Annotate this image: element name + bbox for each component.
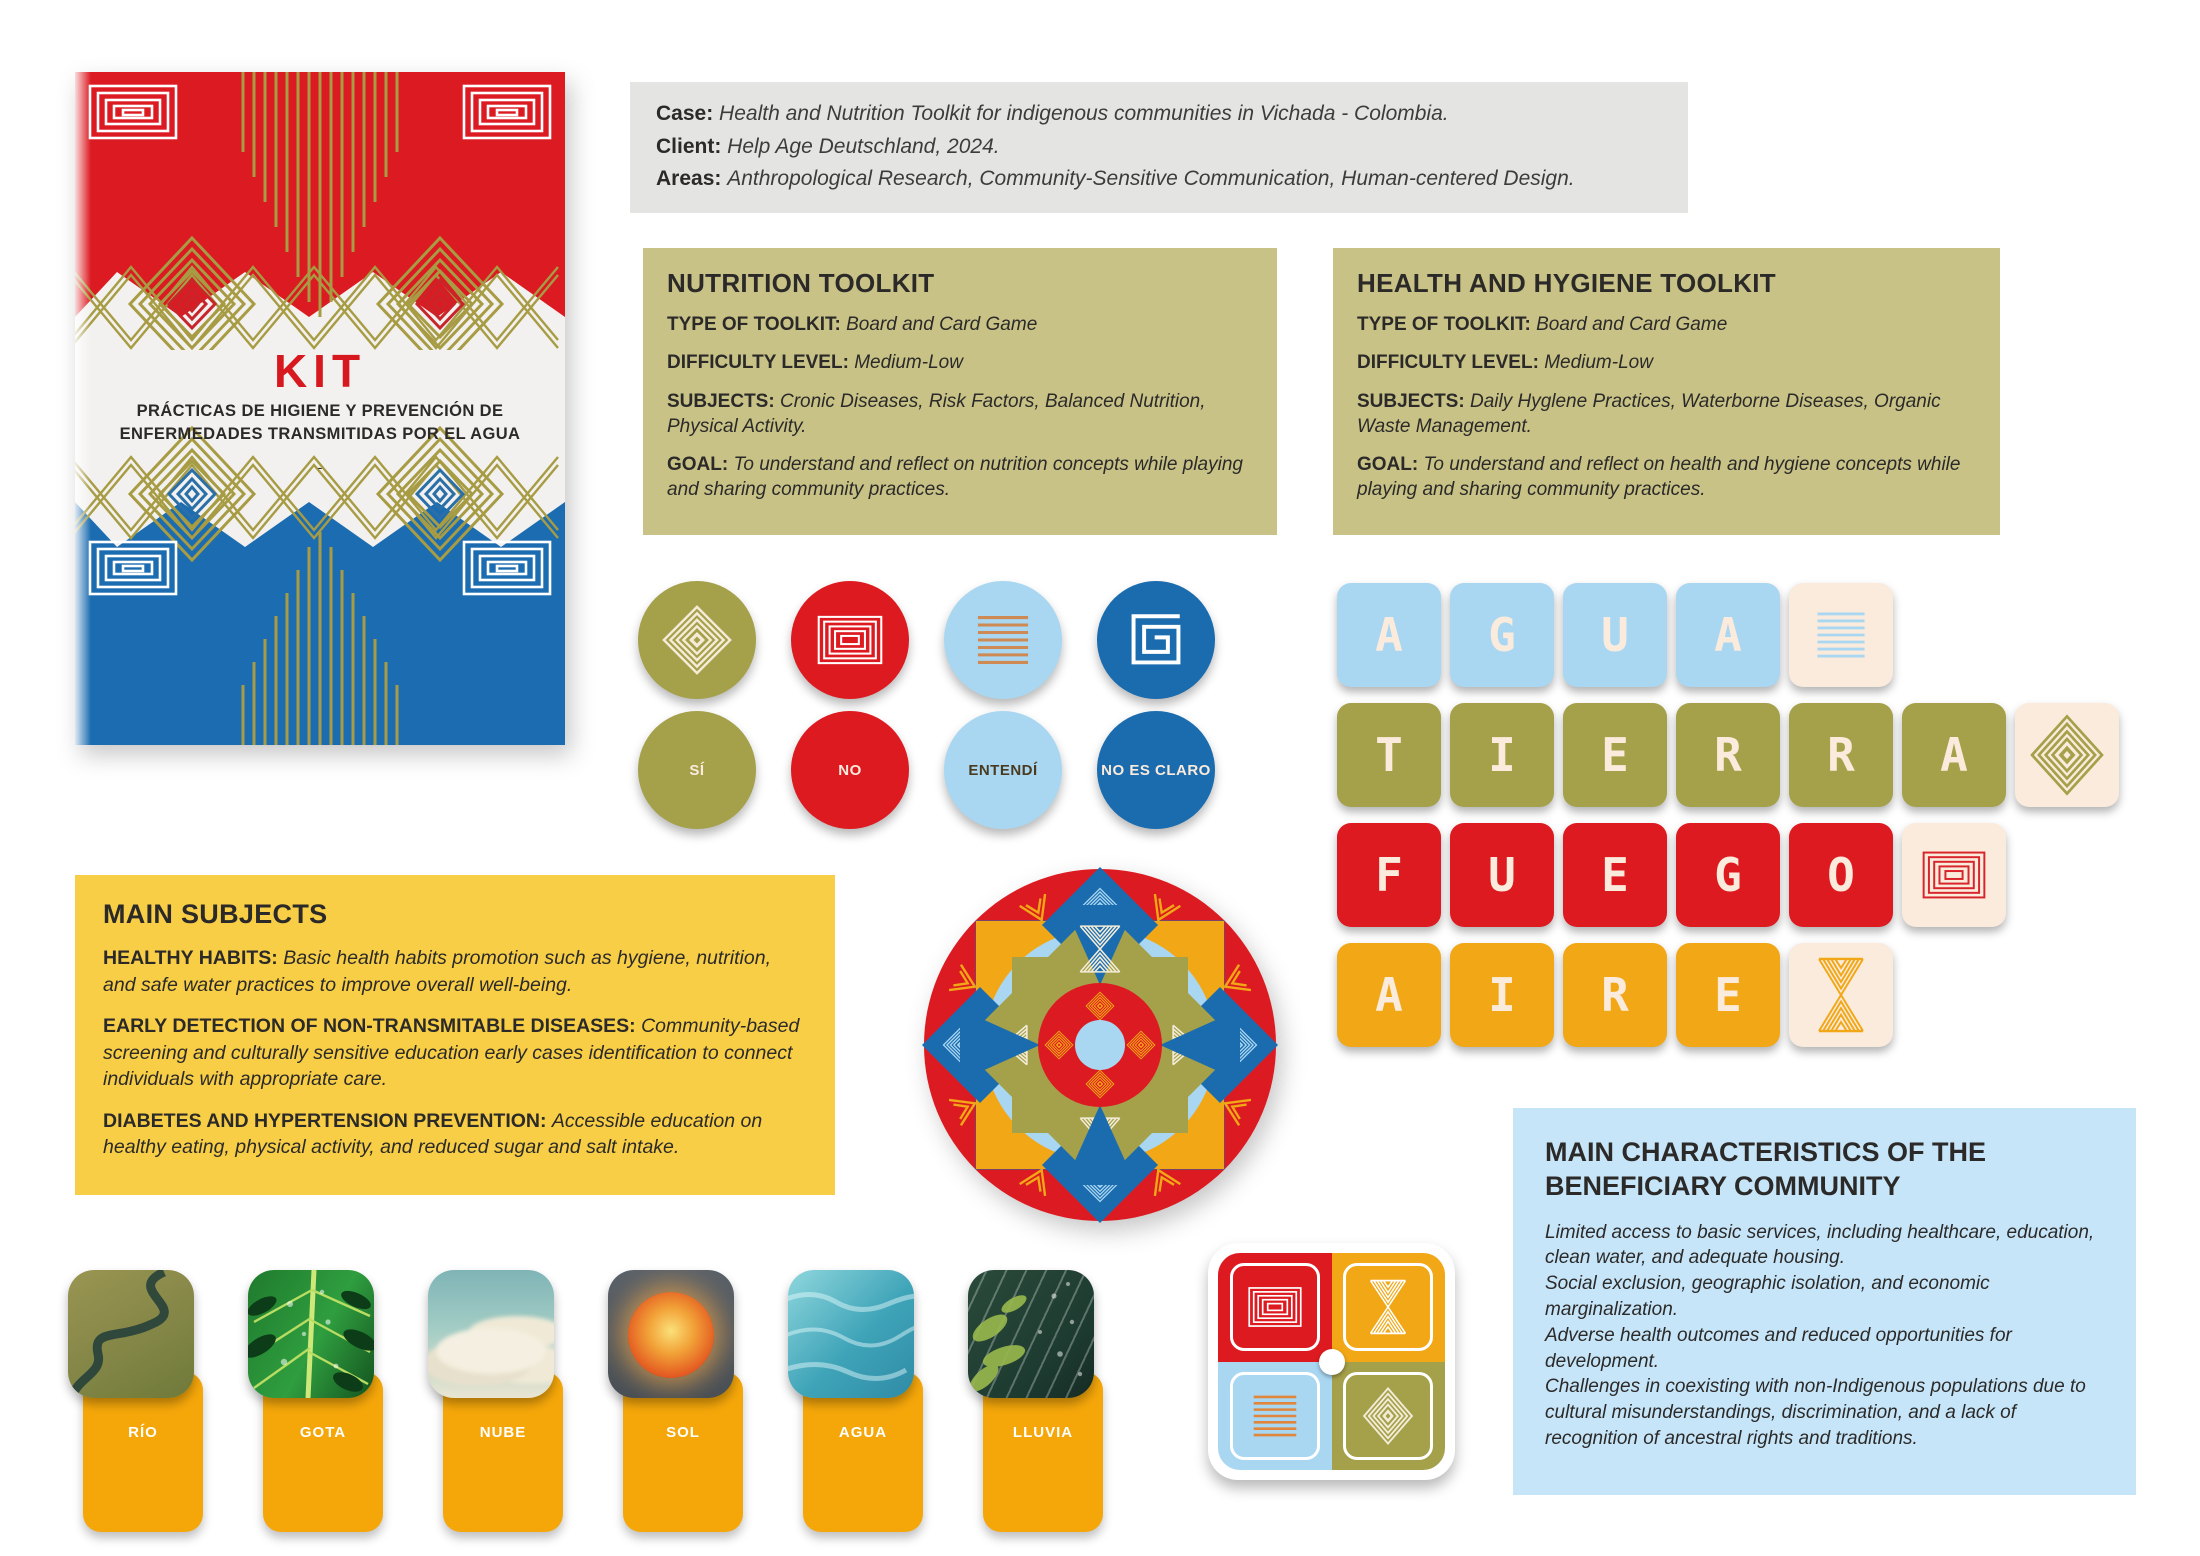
- subjects-label: SUBJECTS:: [1357, 390, 1465, 412]
- client-value: Help Age Deutschland, 2024.: [727, 134, 1000, 158]
- lines-icon: [1810, 604, 1872, 666]
- nature-card-lluvia: [968, 1270, 1118, 1532]
- token-si: [638, 711, 756, 829]
- difficulty-value: Medium-Low: [854, 352, 963, 374]
- nature-card-sol: [608, 1270, 758, 1532]
- token-noesclaro-icon: [1097, 581, 1215, 699]
- difficulty-label: DIFFICULTY LEVEL:: [667, 352, 849, 374]
- case-line: [656, 98, 1662, 131]
- type-label: TYPE OF TOOLKIT:: [1357, 314, 1531, 335]
- letter-tile: A: [1337, 943, 1441, 1047]
- type-value: Board and Card Game: [846, 314, 1038, 335]
- subject-text: Accessible education on healthy eating, physical activity, and reduced sugar and salt intake.: [103, 1109, 763, 1159]
- beneficiary-paragraph: Limited access to basic services, including healthcare, education, clean water, and adequate housing.: [1545, 1221, 2095, 1269]
- letter-tile: A: [1337, 583, 1441, 687]
- rects-icon-tile: [1902, 823, 2006, 927]
- beneficiary-paragraph: Challenges in coexisting with non-Indigenous populations due to cultural misunderstandings, discrimination, and a lack of recognition of ancestral rights and traditions.: [1545, 1376, 2086, 1450]
- subjects-label: SUBJECTS:: [667, 390, 775, 412]
- leaf-waterdrops-photo: [248, 1270, 374, 1398]
- letter-tile: G: [1450, 583, 1554, 687]
- goal-label: GOAL:: [1357, 454, 1419, 476]
- diamond-icon: [661, 604, 733, 676]
- beneficiary-community-box: [1513, 1108, 2136, 1495]
- case-value: Health and Nutrition Toolkit for indigenous communities in Vichada - Colombia.: [719, 102, 1449, 125]
- rects-icon: [816, 606, 884, 674]
- beneficiary-title-line2: BENEFICIARY COMMUNITY: [1545, 1170, 1901, 1201]
- card-label: AGUA: [838, 1424, 888, 1441]
- nature-card-agua: [788, 1270, 938, 1532]
- token-no-icon: [791, 581, 909, 699]
- card-label: RÍO: [128, 1424, 158, 1441]
- letter-tile: A: [1676, 583, 1780, 687]
- card-label: LLUVIA: [1012, 1424, 1074, 1441]
- cover-subtitle-line2: ENFERMEDADES TRANSMITIDAS POR EL AGUA: [119, 425, 521, 443]
- case-label: Case:: [656, 102, 714, 125]
- letter-tile: E: [1676, 943, 1780, 1047]
- letter-tile: G: [1676, 823, 1780, 927]
- case-info-box: [630, 82, 1688, 213]
- difficulty-label: DIFFICULTY LEVEL:: [1357, 352, 1539, 374]
- diamond-icon: [2029, 713, 2105, 797]
- card-label: GOTA: [299, 1424, 347, 1441]
- hourglass-icon-tile: [1789, 943, 1893, 1047]
- token-si-icon: [638, 581, 756, 699]
- spinner-quadrant-red: [1218, 1253, 1332, 1362]
- areas-value: Anthropological Research, Community-Sensitive Communication, Human-centered Design.: [727, 167, 1575, 191]
- cover-dash: -: [317, 459, 323, 475]
- letter-tile: A: [1902, 703, 2006, 807]
- goal-value: To understand and reflect on nutrition concepts while playing and sharing community practices.: [667, 454, 1243, 501]
- cover-title: KIT: [273, 345, 367, 397]
- health-toolkit-title: HEALTH AND HYGIENE TOOLKIT: [1357, 268, 1776, 298]
- client-line: [656, 131, 1662, 164]
- letter-tile: R: [1563, 943, 1667, 1047]
- cover-artwork: [75, 72, 565, 745]
- letter-tile: U: [1450, 823, 1554, 927]
- beneficiary-title-line1: MAIN CHARACTERISTICS OF THE: [1545, 1137, 1986, 1167]
- lines-icon: [970, 607, 1036, 673]
- cover-subtitle-line1: PRÁCTICAS DE HIGIENE Y PREVENCIÓN DE: [136, 402, 504, 420]
- rects-icon: [1921, 842, 1987, 908]
- letter-tile: R: [1789, 703, 1893, 807]
- toolkit-book-cover: [75, 72, 565, 745]
- subject-label: HEALTHY HABITS:: [103, 947, 278, 969]
- word-row-aire: [1337, 943, 1893, 1047]
- letter-tile: F: [1337, 823, 1441, 927]
- letter-tile: E: [1563, 703, 1667, 807]
- diamond-icon: [1362, 1386, 1414, 1446]
- cloud-sky-photo: [428, 1270, 554, 1398]
- areas-line: [656, 163, 1662, 196]
- hourglass-icon: [1812, 954, 1870, 1036]
- token-entendi-label: ENTENDÍ: [968, 761, 1038, 779]
- water-texture-photo: [788, 1270, 914, 1398]
- sun-photo: [608, 1270, 734, 1398]
- card-label: SOL: [666, 1424, 700, 1441]
- main-subjects-title: MAIN SUBJECTS: [103, 899, 328, 929]
- token-no: [791, 711, 909, 829]
- lines-icon-tile: [1789, 583, 1893, 687]
- word-row-fuego: [1337, 823, 2006, 927]
- token-noesclaro-label: NO ES CLARO: [1101, 761, 1211, 779]
- spiral-icon: [1123, 607, 1189, 673]
- spinner-quadrant-olive: [1332, 1362, 1446, 1471]
- type-value: Board and Card Game: [1536, 314, 1728, 335]
- spinner-quadrant-orange: [1332, 1253, 1446, 1362]
- type-label: TYPE OF TOOLKIT:: [667, 314, 841, 335]
- beneficiary-paragraph: Adverse health outcomes and reduced opportunities for development.: [1545, 1324, 2012, 1372]
- token-icon-row: [638, 581, 1215, 699]
- token-si-label: SÍ: [689, 761, 705, 779]
- word-row-tierra: [1337, 703, 2119, 807]
- spinner-center-pin: [1319, 1349, 1345, 1375]
- spinner-game-piece: [1208, 1243, 1455, 1480]
- spinner-quadrant-lightblue: [1218, 1362, 1332, 1471]
- areas-label: Areas:: [656, 167, 722, 191]
- client-label: Client:: [656, 134, 722, 158]
- token-entendi-icon: [944, 581, 1062, 699]
- letter-tile: R: [1676, 703, 1780, 807]
- nutrition-toolkit-title: NUTRITION TOOLKIT: [667, 268, 935, 298]
- goal-value: To understand and reflect on health and hygiene concepts while playing and sharing community practices.: [1357, 454, 1961, 501]
- goal-label: GOAL:: [667, 454, 729, 476]
- subject-label: DIABETES AND HYPERTENSION PREVENTION:: [103, 1109, 547, 1132]
- nature-card-nube: [428, 1270, 578, 1532]
- nature-card-gota: [248, 1270, 398, 1532]
- letter-tile: U: [1563, 583, 1667, 687]
- card-label: NUBE: [479, 1424, 527, 1441]
- hourglass-icon: [1365, 1277, 1411, 1337]
- subject-text: Community-based screening and culturally sensitive education early cases identification to connect individuals with appropriate care.: [103, 1015, 800, 1091]
- letter-tile: T: [1337, 703, 1441, 807]
- token-entendi: [944, 711, 1062, 829]
- rain-leaves-photo: [968, 1270, 1094, 1398]
- token-no-label: NO: [838, 761, 862, 779]
- difficulty-value: Medium-Low: [1544, 352, 1653, 374]
- subjects-value: Daily Hyglene Practices, Waterborne Diseases, Organic Waste Management.: [1357, 390, 1941, 437]
- word-row-agua: [1337, 583, 1893, 687]
- token-label-row: [638, 711, 1215, 829]
- beneficiary-paragraph: Social exclusion, geographic isolation, and economic marginalization.: [1545, 1273, 1990, 1320]
- aerial-river-photo: [68, 1270, 194, 1398]
- letter-tile: I: [1450, 703, 1554, 807]
- letter-tile: E: [1563, 823, 1667, 927]
- subject-label: EARLY DETECTION OF NON-TRANSMITABLE DISEASES:: [103, 1015, 636, 1038]
- nutrition-toolkit-box: [643, 248, 1277, 535]
- token-noesclaro: [1097, 711, 1215, 829]
- nature-card-rio: [68, 1270, 218, 1532]
- rects-icon: [1247, 1279, 1303, 1335]
- letter-tile: I: [1450, 943, 1554, 1047]
- subjects-value: Cronic Diseases, Risk Factors, Balanced Nutrition, Physical Activity.: [667, 390, 1206, 437]
- subject-text: Basic health habits promotion such as hygiene, nutrition, and safe water practices to improve overall well-being.: [103, 947, 771, 996]
- lines-icon: [1247, 1388, 1303, 1444]
- mandala-game-board: [922, 867, 1278, 1223]
- main-subjects-box: [75, 875, 835, 1195]
- health-hygiene-toolkit-box: [1333, 248, 2000, 535]
- diamond-icon-tile: [2015, 703, 2119, 807]
- letter-tile: O: [1789, 823, 1893, 927]
